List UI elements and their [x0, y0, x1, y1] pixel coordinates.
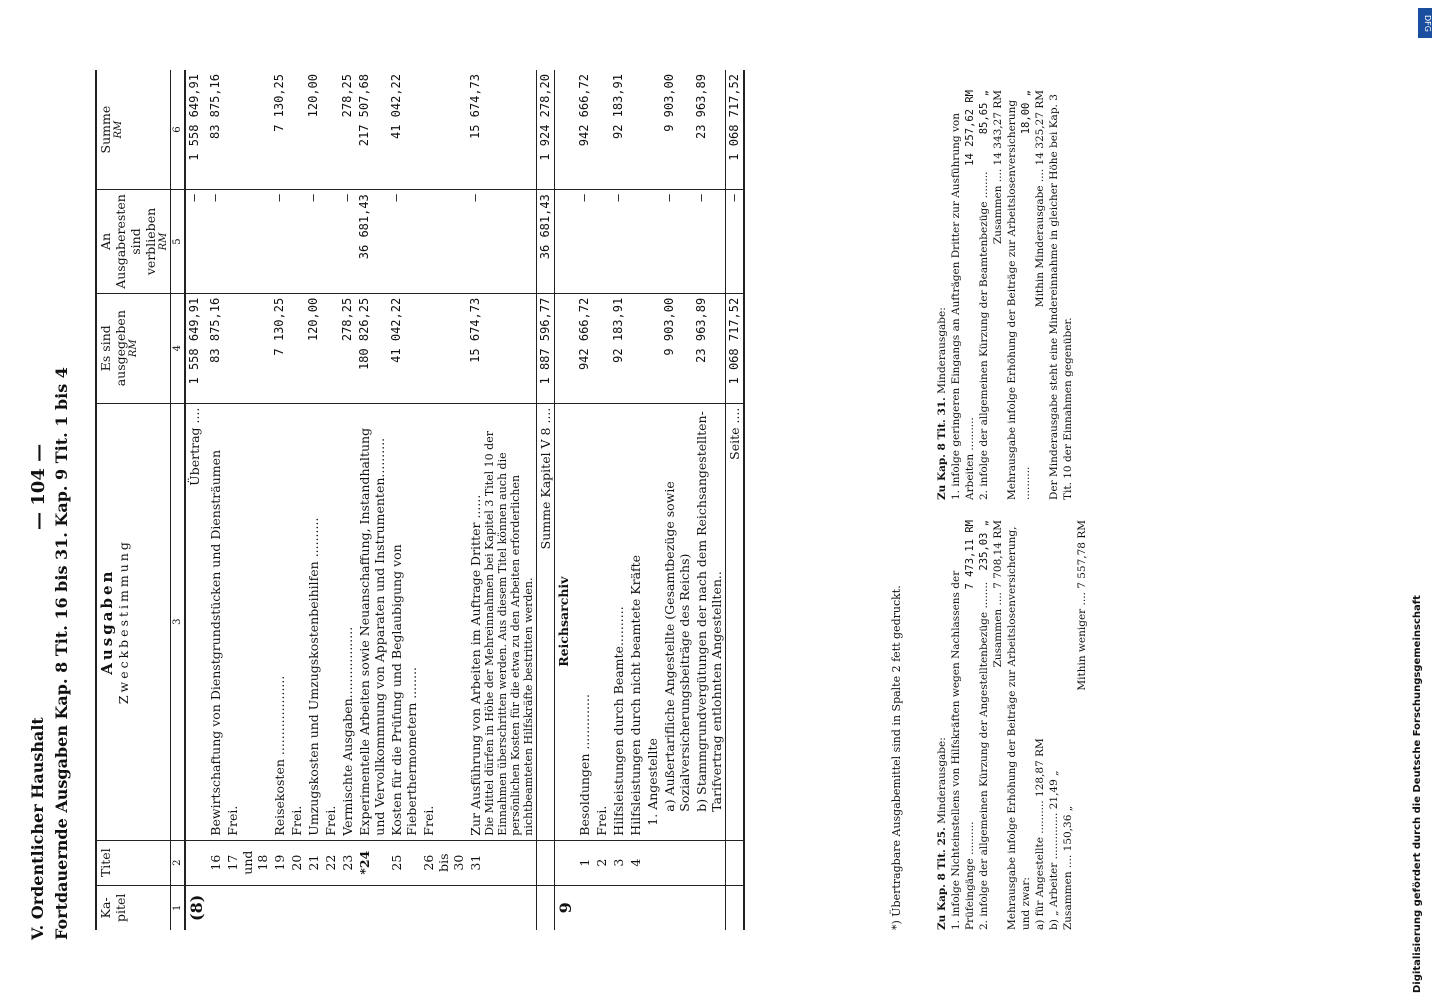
sum-cell: 278,25 — [339, 70, 356, 190]
titel-cell: 17 und 18 — [224, 840, 271, 885]
rest-cell: — — [185, 190, 207, 294]
titel-cell: 22 — [322, 840, 339, 885]
amount-cell — [627, 293, 644, 403]
sum-cell — [420, 70, 467, 190]
expl-value: 14 257,62 RM — [964, 90, 976, 166]
page-total-label: Seite .... — [726, 403, 745, 840]
credit-strip — [1412, 8, 1428, 993]
expl-line: a) für Angestellte .......... — [1034, 800, 1046, 930]
desc-cell: Hilfsleistungen durch nicht beamtete Kräfte — [627, 403, 644, 840]
rest-cell: 36 681,43 — [356, 190, 388, 294]
empty-cell — [627, 885, 644, 930]
desc-cell — [467, 403, 537, 840]
expl-lead: Minderausgabe: — [936, 307, 948, 394]
titel-cell — [693, 840, 726, 885]
amount-cell: 7 130,25 — [271, 293, 288, 403]
rest-cell — [420, 190, 467, 294]
explanation-tit-25 — [935, 520, 1089, 930]
empty-cell — [537, 885, 555, 930]
amount-cell — [644, 293, 661, 403]
table-row — [288, 70, 305, 930]
sum-cell — [322, 70, 339, 190]
titel-cell: 4 — [627, 840, 644, 885]
expl-line: Mehrausgabe infolge Erhöhung der Beiträge zur Arbeitslosenversicherung, und zwar: — [1006, 526, 1032, 930]
amount-cell: 83 875,16 — [207, 293, 224, 403]
rest-cell — [322, 190, 339, 294]
titel-cell: 3 — [610, 840, 627, 885]
footnote: *) Übertragbare Ausgabemittel sind in Spalte 2 fett gedruckt. — [890, 585, 903, 930]
amount-cell: 1 887 596,77 — [537, 293, 555, 403]
col-number: 5 — [171, 190, 186, 294]
sum-cell: 1 068 717,52 — [726, 70, 745, 190]
kapitel-cell: (8) — [187, 894, 206, 921]
expl-line: 2. infolge der allgemeinen Kürzung der Angestelltenbezüge ........ — [978, 581, 990, 930]
desc-cell: Experimentelle Arbeiten sowie Neuanschaffung, Instandhaltung und Vervollkommnung von Apparaten und Instrumenten.......... — [356, 403, 388, 840]
table-row — [576, 70, 593, 930]
sum-cell: 41 042,22 — [388, 70, 420, 190]
page-header — [28, 40, 98, 940]
amount-cell — [224, 293, 271, 403]
chapter-heading-row — [555, 70, 577, 930]
desc-cell: Besoldungen .............. — [576, 403, 593, 840]
kapitel-cell — [322, 885, 339, 930]
table-row — [185, 70, 207, 930]
header-row — [96, 70, 171, 930]
desc-cell: Hilfsleistungen durch Beamte.......... — [610, 403, 627, 840]
titel-cell: 20 — [288, 840, 305, 885]
expl-value: 150,36 „ — [1062, 805, 1074, 852]
sum-label: Summe Kapitel V 8 .... — [537, 403, 555, 840]
desc-cell: Vermischte Ausgaben.................. — [339, 403, 356, 840]
col-summe — [96, 70, 171, 190]
empty-cell — [555, 840, 577, 885]
unit-label: RM — [113, 120, 124, 139]
expl-title: Zu Kap. 8 Tit. 31. — [936, 397, 948, 500]
rest-cell: 36 681,43 — [537, 190, 555, 294]
expl-line: 1. infolge Nichteinstellens von Hilfskräften wegen Nachlassens der Prüfeingänge .......... — [950, 570, 976, 930]
table-row — [388, 70, 420, 930]
rest-cell: — — [661, 190, 693, 294]
expl-line: b) „ Arbeiter .............. — [1048, 812, 1060, 930]
desc-cell: Frei. — [224, 403, 271, 840]
sum-cell: 1 558 649,91 — [185, 70, 207, 190]
titel-cell: *24 — [356, 840, 388, 885]
amount-cell: 278,25 — [339, 293, 356, 403]
rest-cell: — — [726, 190, 745, 294]
table-row — [224, 70, 271, 930]
sum-cell: 217 507,68 — [356, 70, 388, 190]
rest-cell: — — [610, 190, 627, 294]
amount-cell: 1 558 649,91 — [185, 293, 207, 403]
rest-cell — [644, 190, 661, 294]
expl-value: 7 557,78 RM — [1076, 520, 1088, 589]
sum-cell — [224, 70, 271, 190]
col-ausgegeben — [96, 293, 171, 403]
sum-cell — [288, 70, 305, 190]
desc-cell: b) Stammgrundvergütungen der nach dem Reichsangestellten-Tarifvertrag entlohnten Angestellten.. — [693, 403, 726, 840]
amount-cell: 15 674,73 — [467, 293, 537, 403]
desc-text: Zur Ausführung von Arbeiten im Auftrage Dritter ...... — [468, 494, 483, 836]
titel-cell: 31 — [467, 840, 537, 885]
expl-value: 18,00 „ — [1020, 90, 1032, 135]
kapitel-cell — [305, 885, 322, 930]
sum-cell: 92 183,91 — [610, 70, 627, 190]
rest-cell — [627, 190, 644, 294]
expl-value: 7 473,11 RM — [964, 520, 976, 590]
unit-label: RM — [158, 232, 169, 251]
empty-cell — [693, 885, 726, 930]
desc-cell: Frei. — [288, 403, 305, 840]
amount-cell: 1 068 717,52 — [726, 293, 745, 403]
col-number: 4 — [171, 293, 186, 403]
sum-cell: 23 963,89 — [693, 70, 726, 190]
expl-value: 7 708,14 RM — [992, 520, 1004, 589]
expl-value: 128,87 RM — [1034, 738, 1046, 797]
kapitel-cell — [467, 885, 537, 930]
ausgabereste-label: An Ausgaberesten sind verblieben — [98, 194, 158, 289]
expl-title: Zu Kap. 8 Tit. 25. — [936, 827, 948, 930]
desc-cell: Frei. — [420, 403, 467, 840]
kapitel-cell: 9 — [555, 885, 577, 930]
table-row — [644, 70, 661, 930]
amount-cell: 92 183,91 — [610, 293, 627, 403]
rest-cell: — — [576, 190, 593, 294]
titel-cell: 19 — [271, 840, 288, 885]
expl-line: Mithin Minderausgabe .... — [1034, 168, 1046, 308]
empty-cell — [610, 885, 627, 930]
expl-line: 1. infolge geringeren Eingangs an Aufträgen Dritter zur Ausführung von Arbeiten .......... — [950, 113, 976, 500]
sum-cell: 7 130,25 — [271, 70, 288, 190]
kapitel-cell — [388, 885, 420, 930]
desc-cell: Umzugskosten und Umzugskostenbeihilfen .......... — [305, 403, 322, 840]
amount-cell — [288, 293, 305, 403]
col-ausgabereste — [96, 190, 171, 294]
desc-cell: Kosten für die Prüfung und Beglaubigung von Fieberthermometern ........ — [388, 403, 420, 840]
amount-cell: 23 963,89 — [693, 293, 726, 403]
empty-cell — [661, 885, 693, 930]
rest-cell: — — [271, 190, 288, 294]
table-row — [467, 70, 537, 930]
kapitel-cell — [224, 885, 271, 930]
kapitel-cell — [420, 885, 467, 930]
amount-cell — [593, 293, 610, 403]
expl-value: 14 325,27 RM — [1034, 90, 1046, 166]
rest-cell: — — [305, 190, 322, 294]
table-row — [661, 70, 693, 930]
budget-table — [95, 70, 745, 930]
empty-cell — [593, 885, 610, 930]
expl-line: 2. infolge der allgemeinen Kürzung der Beamtenbezüge ........ — [978, 171, 990, 500]
explanation-tit-31 — [935, 90, 1075, 500]
desc-cell: Bewirtschaftung von Dienstgrundstücken und Diensträumen — [207, 403, 224, 840]
empty-cell — [555, 70, 577, 190]
table-row — [627, 70, 644, 930]
expl-value: 14 343,27 RM — [992, 90, 1004, 166]
expl-line: Zusammen .... — [1062, 854, 1074, 930]
summe-label: Summe — [98, 105, 113, 154]
titel-cell — [185, 840, 207, 885]
col-ausgaben — [96, 403, 171, 840]
empty-cell — [644, 885, 661, 930]
desc-cell: Reisekosten .................... — [271, 403, 288, 840]
col-number: 2 — [171, 840, 186, 885]
col-number: 3 — [171, 403, 186, 840]
desc-cell: Übertrag .... — [185, 403, 207, 840]
table-row — [693, 70, 726, 930]
section-title: V. Ordentlicher Haushalt — [28, 717, 47, 940]
expl-note: Der Minderausgabe steht eine Mindereinnahme in gleicher Höhe bei Kap. 3 Tit. 10 der Einnahmen gegenüber. — [1048, 94, 1074, 500]
empty-cell — [726, 885, 745, 930]
kapitel-cell — [271, 885, 288, 930]
sum-cell — [593, 70, 610, 190]
col-kapitel: Ka- pitel — [96, 885, 171, 930]
titel-cell: 25 — [388, 840, 420, 885]
amount-cell: 41 042,22 — [388, 293, 420, 403]
ausgaben-heading: Ausgaben — [98, 568, 116, 675]
amount-cell: 180 826,25 — [356, 293, 388, 403]
titel-cell: 2 — [593, 840, 610, 885]
sum-row — [537, 70, 555, 930]
expl-value: 85,65 „ — [978, 90, 990, 135]
page-total-row — [726, 70, 745, 930]
title-31-note: Die Mittel dürfen in Höhe der Mehreinnahmen bei Kapitel 3 Titel 10 der Einnahmen überschritten werden. Aus diesem Titel können auch die persönlichen Kosten für die etwa zu den Arbeiten erforderlichen nichtbeamteten Hilfskräfte bestritten werden. — [483, 431, 535, 836]
rest-cell — [593, 190, 610, 294]
table-row — [420, 70, 467, 930]
table-row — [339, 70, 356, 930]
desc-cell: 1. Angestellte — [644, 403, 661, 840]
table-row — [271, 70, 288, 930]
sum-cell: 942 666,72 — [576, 70, 593, 190]
sum-cell: 9 903,00 — [661, 70, 693, 190]
chapter-heading: Reichsarchiv — [555, 403, 577, 840]
sum-cell — [644, 70, 661, 190]
titel-cell — [661, 840, 693, 885]
dfg-logo-icon: DFG — [1418, 8, 1432, 38]
table-row — [305, 70, 322, 930]
sum-cell: 1 924 278,20 — [537, 70, 555, 190]
amount-cell: 120,00 — [305, 293, 322, 403]
empty-cell — [555, 190, 577, 294]
rest-cell: — — [467, 190, 537, 294]
empty-cell — [537, 840, 555, 885]
rest-cell: — — [693, 190, 726, 294]
empty-cell — [576, 885, 593, 930]
desc-cell: a) Außertarifliche Angestellte (Gesamtbezüge sowie Sozialversicherungsbeiträge des Reichs) — [661, 403, 693, 840]
zweck-heading: Zweckbestimmung — [116, 539, 131, 705]
rest-cell: — — [207, 190, 224, 294]
col-number: 6 — [171, 70, 186, 190]
kapitel-cell — [207, 885, 224, 930]
empty-cell — [726, 840, 745, 885]
rest-cell: — — [339, 190, 356, 294]
table-row — [207, 70, 224, 930]
amount-cell — [322, 293, 339, 403]
expl-value: 235,03 „ — [978, 520, 990, 571]
amount-cell: 9 903,00 — [661, 293, 693, 403]
expl-line: Zusammen .... — [992, 592, 1004, 668]
col-number: 1 — [171, 885, 186, 930]
kapitel-cell — [339, 885, 356, 930]
column-number-row — [171, 70, 186, 930]
expl-lead: Minderausgabe: — [936, 737, 948, 824]
ausgegeben-label: Es sind ausgegeben — [98, 310, 128, 387]
page-number: — 104 — — [28, 443, 49, 530]
amount-cell — [420, 293, 467, 403]
table-row — [322, 70, 339, 930]
table-row — [356, 70, 388, 930]
kapitel-cell — [288, 885, 305, 930]
amount-cell: 942 666,72 — [576, 293, 593, 403]
titel-cell: 21 — [305, 840, 322, 885]
unit-label: RM — [128, 339, 139, 358]
kapitel-cell — [356, 885, 388, 930]
rest-cell — [224, 190, 271, 294]
col-titel: Titel — [96, 840, 171, 885]
expl-line: Mehrausgabe infolge Erhöhung der Beiträge zur Arbeitslosenversicherung .......... — [1006, 99, 1032, 500]
table-row — [610, 70, 627, 930]
titel-cell: 23 — [339, 840, 356, 885]
rest-cell — [288, 190, 305, 294]
expl-value: 21,49 „ — [1048, 770, 1060, 810]
sum-cell — [627, 70, 644, 190]
titel-cell: 1 — [576, 840, 593, 885]
titel-cell — [644, 840, 661, 885]
titel-cell: 16 — [207, 840, 224, 885]
table-row — [593, 70, 610, 930]
expl-line: Zusammen .... — [992, 168, 1004, 245]
desc-cell: Frei. — [322, 403, 339, 840]
empty-cell — [555, 293, 577, 403]
page-subtitle: Fortdauernde Ausgaben Kap. 8 Tit. 16 bis 31. Kap. 9 Tit. 1 bis 4 — [52, 367, 71, 940]
expl-line: Mithin weniger .... — [1076, 592, 1088, 691]
desc-cell: Frei. — [593, 403, 610, 840]
rest-cell: — — [388, 190, 420, 294]
titel-cell: 26 bis 30 — [420, 840, 467, 885]
sum-cell: 120,00 — [305, 70, 322, 190]
sum-cell: 83 875,16 — [207, 70, 224, 190]
digitization-credit: Digitalisierung gefördert durch die Deutsche Forschungsgemeinschaft — [1412, 595, 1423, 993]
sum-cell: 15 674,73 — [467, 70, 537, 190]
